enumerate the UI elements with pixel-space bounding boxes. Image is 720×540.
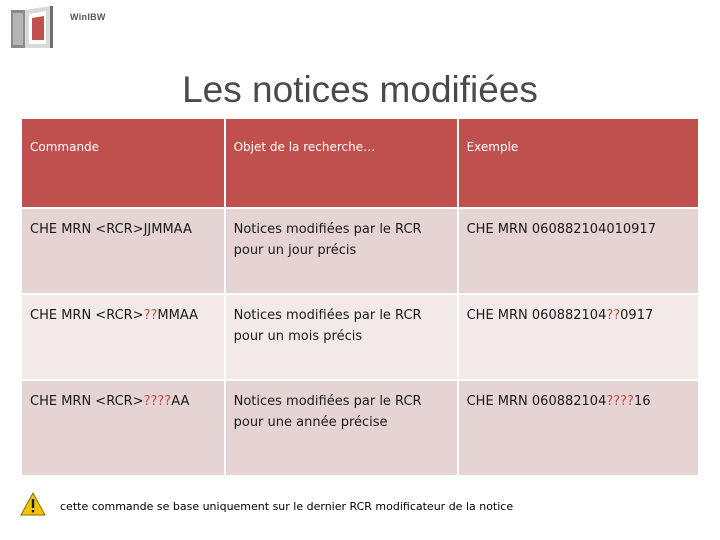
example-cell <box>458 208 699 294</box>
command-suffix: MMAA <box>157 308 198 323</box>
command-text: CHE MRN <RCR> <box>30 308 144 323</box>
example-cell <box>458 294 699 380</box>
column-header-objet: Objet de la recherche… <box>225 118 458 208</box>
footer-note: cette commande se base uniquement sur le dernier RCR modificateur de la notice <box>60 500 514 513</box>
column-header-exemple: Exemple <box>458 118 699 208</box>
column-header-commande: Commande <box>21 118 225 208</box>
example-suffix: 0917 <box>620 308 654 323</box>
command-wildcard: ?? <box>143 308 158 323</box>
table-row <box>21 208 699 294</box>
command-cell <box>21 208 225 294</box>
example-text: CHE MRN 060882104010917 <box>466 222 656 237</box>
example-wildcard: ?? <box>606 308 621 323</box>
page-title: Les notices modifiées <box>182 68 538 110</box>
table-row <box>21 294 699 380</box>
objet-cell: Notices modifiées par le RCR pour un mois précis <box>225 294 458 380</box>
example-suffix: 16 <box>633 394 651 409</box>
notices-table <box>20 117 700 477</box>
example-wildcard: ???? <box>606 394 634 409</box>
winibw-logo-icon <box>10 4 66 52</box>
objet-cell: Notices modifiées par le RCR pour une année précise <box>225 380 458 476</box>
command-text: CHE MRN <RCR>JJMMAA <box>30 222 192 237</box>
warning-icon <box>20 492 46 516</box>
command-cell <box>21 294 225 380</box>
command-wildcard: ???? <box>143 394 172 409</box>
example-text: CHE MRN 060882104 <box>466 308 607 323</box>
command-suffix: AA <box>171 394 190 409</box>
logo-text: WinIBW <box>70 12 106 22</box>
objet-cell: Notices modifiées par le RCR pour un jour précis <box>225 208 458 294</box>
command-text: CHE MRN <RCR> <box>30 394 144 409</box>
command-cell <box>21 380 225 476</box>
example-text: CHE MRN 060882104 <box>466 394 607 409</box>
table-header-row <box>21 118 699 208</box>
table-row <box>21 380 699 476</box>
example-cell <box>458 380 699 476</box>
